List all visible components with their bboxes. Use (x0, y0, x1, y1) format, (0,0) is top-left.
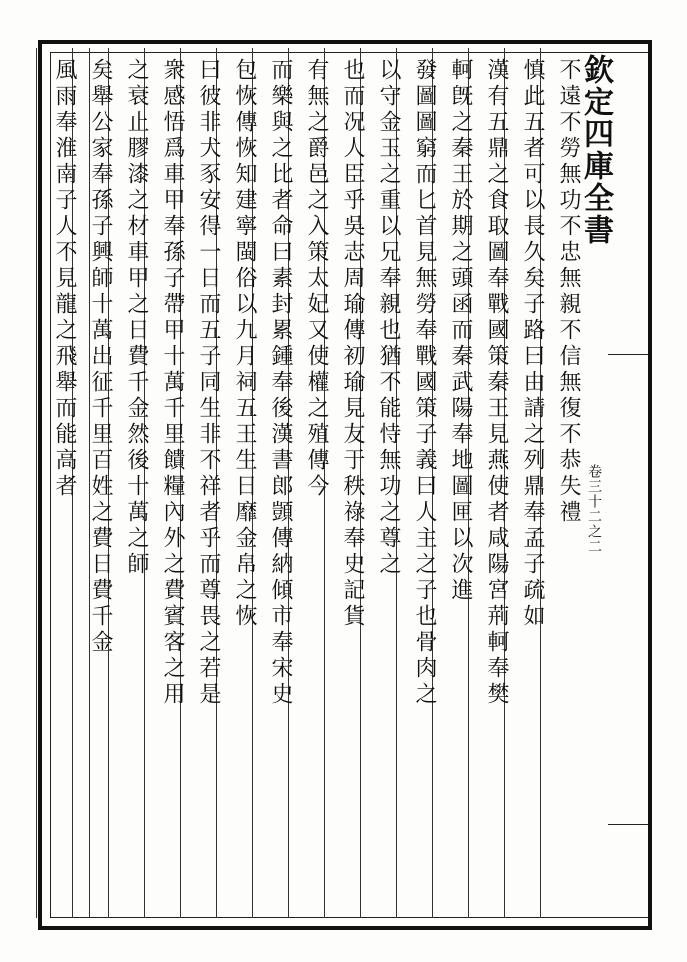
book-title: 欽定四庫全書 (578, 54, 613, 246)
column-text: 不遠不勞無功不忠無親不信無復不恭失禮 (556, 58, 581, 526)
column-text: 軻旣之秦王於期之頭函而秦武陽奉地圖匣以次進 (448, 58, 473, 604)
column-text: 有無之爵邑之入策太妃又使權之殖傳今 (304, 58, 329, 500)
column-text: 之衰止膠漆之材車甲之日費千金然後十萬之師 (124, 58, 149, 578)
column-text: 曰彼非犬豕安得一日而五子同生非不祥者乎而尊畏之若是 (196, 58, 221, 708)
column-text: 風雨奉淮南子人不見龍之飛舉而能高者 (52, 58, 77, 500)
column-text: 慎此五者可以長久矣子路曰由請之列鼎奉孟子疏如 (520, 58, 545, 630)
column-text: 矣舉公家奉孫子興師十萬出征千里百姓之費日費千金 (88, 58, 113, 656)
margin-rule (608, 354, 648, 355)
column-text: 漢有五鼎之食取圖奉戰國策秦王見燕使者咸陽宮荊軻奉樊 (484, 58, 509, 708)
column-text: 以守金玉之重以兄奉親也猶不能恃無功之尊之 (376, 58, 401, 578)
column-text: 衆感悟爲車甲奉孫子帶甲十萬千里饋糧內外之費賓客之用 (160, 58, 185, 708)
text-columns (46, 48, 594, 918)
margin-rule-lower (608, 824, 648, 825)
column-text: 而樂與之比者命曰素封累鍾奉後漢書郎顗傳納傾市奉宋史 (268, 58, 293, 708)
volume-label: 卷三十二之二 (586, 464, 602, 554)
column-text: 包恢傳恢知建寧閩俗以九月祠五王生日靡金帛之恢 (232, 58, 257, 630)
column-text: 發圖圖窮而匕首見無勞奉戰國策子義曰人主之子也骨肉之 (412, 58, 437, 708)
text-column (36, 48, 90, 918)
column-text: 也而况人臣乎吳志周瑜傳初瑜見友于秩祿奉史記貨 (340, 58, 365, 630)
